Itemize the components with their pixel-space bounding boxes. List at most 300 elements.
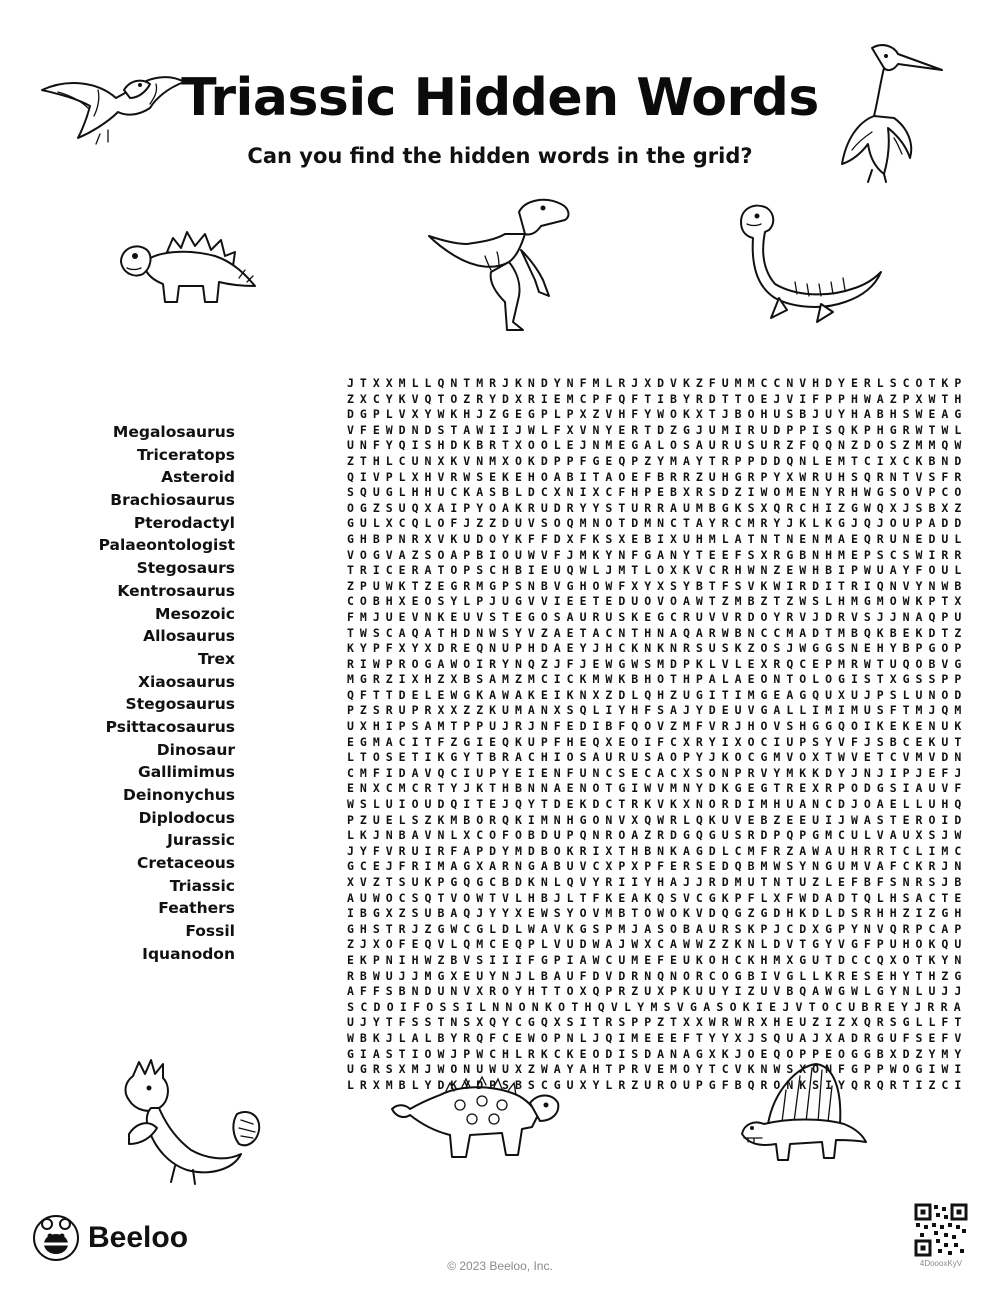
grid-letter: S (825, 422, 833, 437)
grid-letter: O (941, 687, 949, 702)
grid-letter: X (825, 1030, 833, 1045)
grid-letter: E (915, 719, 923, 734)
grid-letter: H (502, 563, 509, 578)
grid-letter: I (579, 469, 587, 484)
grid-letter: B (618, 906, 626, 921)
grid-letter: R (463, 1030, 471, 1045)
grid-letter: I (359, 469, 367, 484)
grid-letter: X (502, 453, 509, 468)
word-list-item: Stegosaurus (125, 695, 235, 714)
grid-letter: Q (876, 952, 884, 967)
grid-letter: R (838, 968, 845, 983)
grid-letter: U (682, 952, 690, 967)
grid-letter: F (631, 547, 639, 562)
grid-letter: M (657, 656, 665, 671)
grid-letter: J (372, 828, 380, 843)
grid-letter: V (786, 750, 794, 765)
grid-letter: S (385, 1046, 393, 1061)
grid-letter: P (941, 672, 949, 687)
grid-letter: U (514, 516, 522, 531)
grid-letter: S (734, 828, 742, 843)
grid-letter: L (463, 594, 471, 609)
grid-letter: A (605, 469, 613, 484)
grid-letter: K (398, 578, 406, 593)
grid-letter: P (553, 952, 561, 967)
grid-letter: M (372, 734, 380, 749)
grid-letter: R (773, 547, 781, 562)
grid-letter: S (411, 812, 419, 827)
grid-letter: P (502, 578, 509, 593)
grid-letter: X (915, 391, 923, 406)
grid-letter: O (915, 376, 923, 390)
grid-letter: L (514, 485, 522, 500)
grid-letter: O (502, 547, 509, 562)
grid-letter: H (928, 968, 936, 983)
grid-letter: K (502, 469, 509, 484)
grid-letter: U (721, 812, 729, 827)
grid-letter: O (553, 516, 561, 531)
grid-letter: I (579, 1015, 587, 1030)
grid-letter: A (553, 781, 561, 796)
grid-letter: E (411, 687, 419, 702)
grid-letter: K (644, 797, 652, 812)
grid-letter: P (346, 703, 354, 718)
grid-letter: T (553, 984, 561, 999)
grid-letter: N (605, 812, 613, 827)
grid-letter: H (825, 547, 833, 562)
grid-letter: Z (346, 391, 354, 406)
grid-letter: P (915, 921, 923, 936)
grid-letter: E (398, 609, 406, 624)
grid-letter: F (954, 781, 962, 796)
grid-letter: N (450, 1015, 458, 1030)
grid-letter: I (657, 531, 665, 546)
grid-letter: L (372, 516, 380, 531)
grid-letter: S (566, 1015, 574, 1030)
grid-letter: L (624, 999, 631, 1014)
grid-letter: E (721, 547, 729, 562)
grid-letter: H (502, 781, 509, 796)
grid-letter: V (618, 812, 626, 827)
grid-letter: O (592, 781, 600, 796)
grid-letter: T (928, 422, 936, 437)
grid-letter: U (708, 921, 716, 936)
grid-letter: D (592, 968, 600, 983)
grid-letter: Y (566, 906, 574, 921)
grid-letter: C (527, 750, 535, 765)
grid-letter: E (644, 1030, 652, 1045)
grid-letter: S (747, 547, 755, 562)
grid-letter: O (592, 812, 600, 827)
grid-letter: D (540, 376, 548, 390)
grid-letter: M (682, 719, 690, 734)
grid-letter: T (954, 1015, 962, 1030)
grid-letter: O (954, 485, 962, 500)
grid-letter: X (372, 1077, 380, 1092)
grid-letter: U (566, 968, 574, 983)
grid-letter: M (450, 812, 458, 827)
grid-letter: M (734, 376, 742, 390)
grid-letter: I (657, 391, 665, 406)
grid-letter: U (915, 687, 923, 702)
grid-letter: Q (773, 500, 781, 515)
grid-letter: F (359, 687, 367, 702)
grid-letter: D (424, 984, 432, 999)
grid-letter: S (553, 906, 561, 921)
grid-letter: E (540, 563, 548, 578)
grid-letter: R (398, 843, 406, 858)
grid-letter: Q (592, 734, 600, 749)
grid-letter: D (825, 765, 833, 780)
grid-letter: E (566, 594, 574, 609)
grid-letter: U (941, 734, 949, 749)
grid-letter: R (863, 376, 871, 390)
grid-letter: L (786, 703, 794, 718)
grid-letter: U (411, 453, 419, 468)
grid-letter: X (437, 703, 445, 718)
grid-letter: B (657, 469, 665, 484)
grid-letter: I (463, 797, 471, 812)
grid-letter: I (527, 812, 535, 827)
grid-letter: D (721, 485, 729, 500)
grid-letter: N (773, 875, 781, 889)
grid-letter: O (566, 984, 574, 999)
grid-letter: X (424, 531, 432, 546)
grid-letter: U (838, 859, 845, 874)
grid-letter: I (863, 719, 871, 734)
grid-letter: G (812, 719, 820, 734)
grid-row (344, 641, 964, 657)
grid-letter: W (863, 563, 871, 578)
grid-letter: N (592, 516, 600, 531)
grid-letter: R (760, 516, 768, 531)
grid-letter: R (721, 438, 729, 453)
grid-letter: F (876, 875, 884, 889)
grid-letter: J (782, 999, 790, 1014)
grid-letter: P (372, 641, 380, 656)
grid-letter: T (876, 750, 884, 765)
grid-letter: Z (411, 547, 419, 562)
grid-letter: S (838, 641, 845, 656)
grid-letter: W (450, 921, 458, 936)
grid-letter: J (553, 890, 561, 905)
word-list-item: Trex (197, 649, 235, 668)
grid-letter: M (514, 843, 522, 858)
grid-letter: J (850, 516, 858, 531)
grid-letter: Y (695, 703, 703, 718)
grid-letter: G (928, 641, 936, 656)
grid-letter: T (618, 843, 626, 858)
grid-letter: K (644, 890, 652, 905)
grid-letter: G (721, 500, 729, 515)
grid-letter: D (657, 422, 665, 437)
grid-letter: M (437, 719, 445, 734)
grid-letter: F (915, 563, 923, 578)
grid-letter: J (346, 843, 354, 858)
grid-letter: D (398, 687, 406, 702)
grid-letter: B (928, 656, 936, 671)
grid-letter: D (799, 921, 807, 936)
grid-letter: O (359, 594, 367, 609)
grid-letter: L (566, 890, 574, 905)
grid-letter: K (579, 672, 587, 687)
grid-letter: F (644, 703, 652, 718)
grid-row (344, 485, 964, 501)
grid-letter: L (605, 376, 613, 390)
grid-letter: G (359, 734, 367, 749)
grid-letter: K (424, 875, 432, 889)
grid-letter: E (876, 968, 884, 983)
grid-letter: Z (773, 812, 781, 827)
grid-letter: S (476, 672, 484, 687)
grid-letter: D (437, 797, 445, 812)
grid-letter: E (915, 734, 923, 749)
grid-letter: M (915, 438, 923, 453)
grid-letter: T (631, 625, 639, 640)
grid-row (344, 859, 964, 875)
grid-letter: G (463, 687, 471, 702)
grid-letter: W (385, 422, 393, 437)
grid-letter: M (721, 422, 729, 437)
grid-letter: E (887, 999, 895, 1014)
grid-letter: L (424, 516, 432, 531)
grid-letter: E (747, 781, 755, 796)
grid-letter: Z (631, 984, 639, 999)
grid-letter: A (876, 391, 884, 406)
grid-letter: C (734, 516, 742, 531)
grid-letter: L (863, 984, 871, 999)
grid-letter: P (825, 391, 833, 406)
grid-letter: R (489, 984, 497, 999)
grid-letter: E (928, 765, 936, 780)
grid-letter: V (915, 469, 923, 484)
grid-letter: A (437, 500, 445, 515)
grid-letter: S (553, 609, 561, 624)
grid-letter: R (863, 843, 871, 858)
grid-letter: R (695, 391, 703, 406)
grid-letter: Z (489, 407, 497, 422)
grid-letter: C (463, 921, 471, 936)
grid-letter: P (463, 1046, 471, 1061)
grid-letter: S (385, 1062, 393, 1077)
grid-letter: C (734, 843, 742, 858)
grid-letter: H (527, 469, 535, 484)
grid-letter: A (695, 516, 703, 531)
grid-letter: K (695, 952, 703, 967)
grid-letter: Q (579, 703, 587, 718)
grid-letter: D (708, 703, 716, 718)
grid-letter: E (747, 672, 755, 687)
grid-letter: X (670, 531, 677, 546)
grid-letter: D (721, 859, 729, 874)
grid-letter: G (359, 1062, 367, 1077)
grid-letter: G (463, 734, 471, 749)
grid-letter: B (786, 984, 794, 999)
grid-letter: H (889, 906, 897, 921)
grid-letter: B (747, 968, 755, 983)
grid-letter: D (863, 438, 871, 453)
grid-letter: J (450, 1046, 458, 1061)
grid-letter: K (747, 952, 755, 967)
grid-letter: A (411, 828, 419, 843)
grid-letter: D (773, 937, 781, 952)
grid-letter: M (915, 703, 923, 718)
word-list-item: Palaeontologist (98, 536, 235, 555)
grid-letter: S (812, 1077, 820, 1092)
grid-letter: K (825, 516, 833, 531)
word-list-item: Megalosaurus (112, 423, 235, 441)
grid-letter: B (876, 1046, 884, 1061)
grid-letter: F (941, 765, 949, 780)
grid-row (344, 454, 964, 470)
grid-letter: Z (605, 687, 613, 702)
grid-letter: C (954, 843, 962, 858)
grid-letter: S (863, 609, 871, 624)
grid-letter: U (553, 828, 561, 843)
grid-letter: X (682, 765, 690, 780)
grid-letter: D (734, 797, 742, 812)
grid-letter: W (605, 656, 613, 671)
grid-letter: Y (644, 875, 652, 889)
grid-letter: G (631, 438, 639, 453)
grid-letter: N (850, 641, 858, 656)
grid-letter: Z (631, 1077, 639, 1092)
grid-letter: F (579, 453, 587, 468)
grid-letter: B (644, 531, 652, 546)
grid-letter: A (644, 438, 652, 453)
grid-letter: G (954, 968, 962, 983)
grid-letter: E (502, 937, 509, 952)
grid-letter: C (605, 625, 613, 640)
grid-letter: T (682, 516, 690, 531)
grid-letter: T (786, 875, 794, 889)
grid-letter: F (527, 952, 535, 967)
grid-letter: W (657, 906, 665, 921)
grid-letter: U (760, 422, 768, 437)
grid-letter: U (928, 781, 936, 796)
grid-letter: J (954, 765, 962, 780)
grid-letter: N (941, 453, 949, 468)
grid-letter: C (502, 1030, 509, 1045)
grid-letter: S (708, 485, 716, 500)
grid-letter: E (372, 422, 380, 437)
grid-letter: F (527, 531, 535, 546)
grid-letter: U (346, 1062, 354, 1077)
grid-letter: X (411, 672, 419, 687)
grid-letter: I (540, 391, 548, 406)
grid-letter: F (540, 531, 548, 546)
grid-letter: K (605, 890, 613, 905)
grid-letter: U (463, 609, 471, 624)
grid-letter: C (773, 625, 781, 640)
grid-letter: R (721, 719, 729, 734)
grid-letter: S (876, 703, 884, 718)
grid-letter: T (721, 687, 729, 702)
grid-letter: V (346, 422, 354, 437)
grid-letter: V (463, 453, 471, 468)
grid-letter: B (825, 563, 833, 578)
grid-letter: Z (424, 812, 432, 827)
grid-letter: H (721, 952, 729, 967)
grid-letter: T (385, 1015, 393, 1030)
grid-letter: G (527, 859, 535, 874)
grid-letter: Q (773, 1030, 781, 1045)
grid-letter: I (954, 1062, 962, 1077)
word-list-item: Brachiosaurus (110, 491, 235, 510)
grid-letter: R (502, 859, 509, 874)
grid-letter: D (954, 812, 962, 827)
grid-letter: B (876, 407, 884, 422)
grid-letter: P (902, 765, 910, 780)
grid-letter: D (592, 797, 600, 812)
grid-letter: R (359, 1077, 367, 1092)
grid-letter: S (889, 781, 897, 796)
grid-letter: A (670, 875, 677, 889)
grid-letter: G (463, 859, 471, 874)
grid-letter: D (812, 578, 820, 593)
grid-letter: C (670, 734, 677, 749)
grid-letter: Q (605, 1030, 613, 1045)
grid-letter: D (941, 516, 949, 531)
grid-letter: C (760, 734, 768, 749)
grid-row (344, 1062, 964, 1078)
grid-letter: S (902, 890, 910, 905)
grid-letter: W (915, 407, 923, 422)
grid-letter: L (812, 453, 820, 468)
grid-letter: J (786, 516, 794, 531)
grid-letter: E (631, 469, 639, 484)
grid-letter: N (540, 703, 548, 718)
grid-letter: C (476, 828, 484, 843)
grid-letter: M (760, 859, 768, 874)
grid-letter: Y (502, 843, 509, 858)
grid-letter: A (941, 407, 949, 422)
grid-letter: O (747, 734, 755, 749)
grid-letter: S (411, 890, 419, 905)
grid-letter: L (657, 438, 665, 453)
grid-letter: G (799, 687, 807, 702)
grid-letter: O (747, 391, 755, 406)
grid-letter: O (825, 672, 833, 687)
grid-letter: N (514, 656, 522, 671)
grid-letter: Z (734, 485, 742, 500)
grid-letter: A (799, 625, 807, 640)
grid-letter: U (527, 734, 535, 749)
grid-letter: I (553, 672, 561, 687)
grid-letter: J (502, 719, 509, 734)
grid-letter: P (411, 703, 419, 718)
grid-letter: I (863, 578, 871, 593)
grid-letter: E (812, 656, 820, 671)
grid-letter: E (398, 563, 406, 578)
grid-letter: N (553, 765, 561, 780)
grid-letter: Z (850, 438, 858, 453)
grid-letter: G (682, 422, 690, 437)
grid-letter: I (838, 563, 845, 578)
grid-letter: P (618, 1062, 626, 1077)
grid-row (344, 766, 964, 782)
grid-letter: H (850, 843, 858, 858)
grid-letter: U (463, 531, 471, 546)
grid-letter: Z (644, 828, 652, 843)
grid-letter: G (527, 609, 535, 624)
grid-letter: Z (838, 500, 845, 515)
grid-letter: S (527, 1077, 535, 1092)
grid-letter: G (850, 937, 858, 952)
grid-letter: P (605, 921, 613, 936)
grid-letter: X (424, 641, 432, 656)
grid-letter: S (747, 500, 755, 515)
